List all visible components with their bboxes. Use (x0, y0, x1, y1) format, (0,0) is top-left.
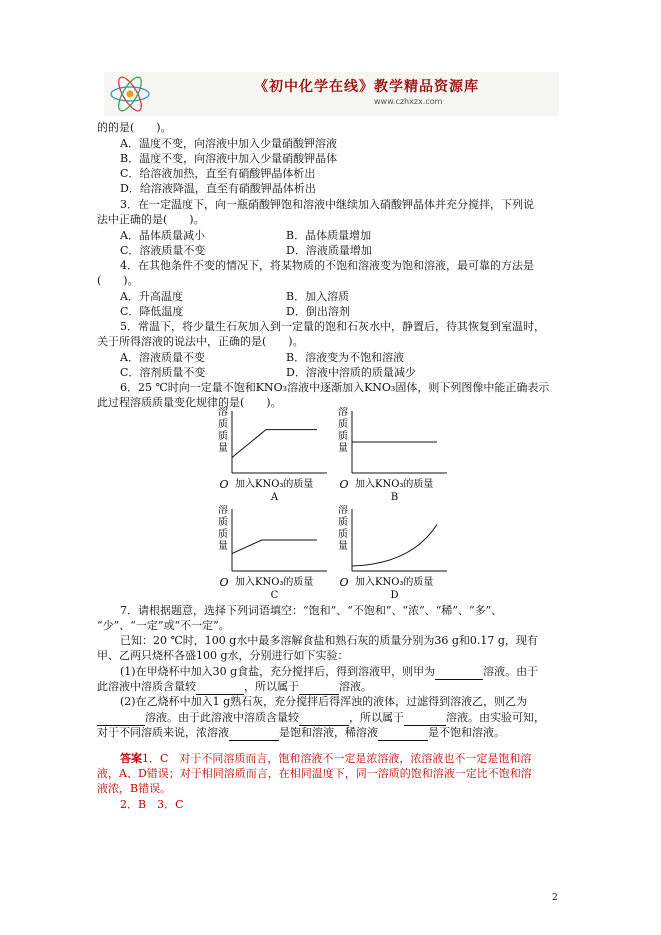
question-7-stem-end: “少”、“一定”或“不一定”。 (97, 619, 230, 632)
chart-label: A (270, 492, 279, 502)
atom-logo-icon (108, 75, 152, 113)
q2-option-c: C．给溶液加热，直至有硝酸钾晶体析出 (120, 167, 316, 180)
question-4-stem: 4．在其他条件不变的情况下，将某物质的不饱和溶液变为饱和溶液，最可靠的方法是 (120, 259, 534, 272)
blank-2[interactable] (196, 679, 244, 695)
q5-option-b: B．溶液变为不饱和溶液 (286, 351, 405, 364)
blank-3[interactable] (299, 679, 339, 695)
question-3-stem: 3．在一定温度下，向一瓶硝酸钾饱和溶液中继续加入硝酸钾晶体并充分搅拌，下列说 (120, 198, 534, 211)
q2-option-d: D．给溶液降温，直至有硝酸钾晶体析出 (120, 182, 316, 195)
q3-option-d: D．溶液质量增加 (286, 244, 372, 257)
origin-label: O (219, 478, 229, 491)
q5-option-d: D．溶液中溶质的质量减少 (286, 366, 416, 379)
q7-part-1 (120, 664, 538, 680)
series-line (232, 540, 317, 554)
q7-part-2-cont (97, 710, 545, 726)
blank-6[interactable] (404, 710, 446, 726)
q7-conclusion-text-2: 是饱和溶液，稀溶液 (279, 726, 378, 739)
answer-line-2: 液，A、D错误；对于相同溶质而言，在相同温度下，同一溶质的饱和溶液一定比不饱和溶 (97, 767, 532, 780)
y-axis-label-char: 质 (338, 419, 348, 430)
y-axis-label-char: 质 (338, 517, 348, 528)
question-7-stem: 7．请根据题意，选择下列词语填空：“饱和”、“不饱和”、“浓”、“稀”、“多”、 (120, 604, 503, 617)
q2-option-b: B．温度不变，向溶液中加入少量硝酸钾晶体 (120, 152, 338, 165)
q7-part-2-cont-text-3: 溶液。由实验可知， (446, 711, 545, 724)
y-axis-label-char: 量 (218, 541, 228, 552)
q7-part-1-text-2: 溶液。由于 (483, 665, 539, 678)
question-5-stem: 5．常温下，将少量生石灰加入到一定量的饱和石灰水中，静置后，待其恢复到室温时， (120, 320, 545, 333)
blank-1[interactable] (435, 664, 483, 680)
q7-conclusion-text: 对于不同溶质来说，浓溶液 (97, 726, 229, 739)
chart-label: C (270, 590, 279, 600)
q7-known-end: 甲、乙两只烧杯各盛100 g水，分别进行如下实验： (97, 649, 349, 662)
origin-label: O (339, 478, 349, 491)
blank-8[interactable] (378, 725, 428, 741)
blank-4[interactable] (97, 710, 145, 726)
y-axis-label-char: 质 (218, 419, 228, 430)
q7-part-1-cont-text-2: ，所以属于 (244, 680, 299, 693)
q7-part-2-cont-text-2: ，所以属于 (349, 711, 404, 724)
chart-c (212, 505, 332, 600)
question-6-stem-end: 此过程溶质质量变化规律的是( )。 (97, 396, 282, 409)
y-axis-label-char: 溶 (338, 505, 348, 516)
chart-a (212, 407, 332, 502)
q4-option-a: A．升高温度 (120, 290, 183, 303)
series-line (352, 525, 437, 567)
y-axis-label-char: 质 (218, 517, 228, 528)
question-4-stem-end: ( )。 (97, 274, 139, 287)
chart-label: B (390, 492, 399, 502)
blank-5[interactable] (299, 710, 349, 726)
question-3-stem-end: 法中正确的是( )。 (97, 213, 205, 226)
chart-label: D (390, 590, 399, 600)
y-axis-label-char: 质 (218, 431, 228, 442)
banner-title: 《初中化学在线》教学精品资源库 (254, 79, 479, 95)
q7-conclusion-text-3: 是不饱和溶液。 (428, 726, 505, 739)
page-number: 2 (552, 893, 558, 903)
answer-label: 答案 (120, 752, 142, 765)
q7-part-2: (2)在乙烧杯中加入1 g熟石灰，充分搅拌后得浑浊的液体，过滤得到溶液乙，则乙为 (120, 695, 528, 708)
q7-part-1-cont (97, 679, 372, 695)
x-axis-label: 加入KNO₃的质量 (355, 577, 434, 588)
answer-line-3: 液浓，B错误。 (97, 782, 172, 795)
q3-option-c: C．溶液质量不变 (120, 244, 206, 257)
origin-label: O (219, 576, 229, 589)
q7-conclusion (97, 725, 505, 741)
question-2-stem-end: 的的是( )。 (97, 121, 172, 134)
y-axis-label-char: 量 (338, 541, 348, 552)
series-line (232, 430, 317, 458)
question-5-stem-end: 关于所得溶液的说法中，正确的是( )。 (97, 335, 304, 348)
y-axis-label-char: 量 (338, 443, 348, 454)
y-axis-label-char: 溶 (218, 407, 228, 418)
q7-part-2-cont-text: 溶液。由于此溶液中溶质含量较 (145, 711, 299, 724)
q5-option-c: C．溶剂质量不变 (120, 366, 206, 379)
q7-part-1-text: (1)在甲烧杯中加入30 g食盐，充分搅拌后，得到溶液甲，则甲为 (120, 665, 436, 678)
x-axis-label: 加入KNO₃的质量 (355, 479, 434, 490)
q3-option-b: B．晶体质量增加 (286, 229, 372, 242)
chart-b (332, 407, 452, 502)
q2-option-a: A．温度不变，向溶液中加入少量硝酸钾溶液 (120, 137, 337, 150)
q4-option-d: D．倒出溶剂 (286, 305, 350, 318)
y-axis-label-char: 质 (338, 529, 348, 540)
q4-option-b: B．加入溶质 (286, 290, 350, 303)
answer-line-1 (120, 751, 531, 766)
q5-option-a: A．溶液质量不变 (120, 351, 205, 364)
y-axis-label-char: 质 (338, 431, 348, 442)
y-axis-label-char: 溶 (338, 407, 348, 418)
q7-part-1-cont-text-3: 溶液。 (339, 680, 372, 693)
y-axis-label-char: 质 (218, 529, 228, 540)
question-6-stem: 6．25 ℃时向一定量不饱和KNO₃溶液中逐渐加入KNO₃固体，则下列图像中能正确表示 (120, 381, 550, 394)
x-axis-label: 加入KNO₃的质量 (235, 479, 314, 490)
banner-url: www.czhxzx.com (374, 97, 443, 106)
q7-known: 已知：20 ℃时，100 g水中最多溶解食盐和熟石灰的质量分别为36 g和0.17 g，现有 (120, 634, 538, 647)
header-banner (104, 72, 559, 116)
origin-label: O (339, 576, 349, 589)
y-axis-label-char: 溶 (218, 505, 228, 516)
chart-d (332, 505, 452, 600)
answer-line-4: 2．B 3．C (120, 798, 184, 811)
q7-part-1-cont-text: 此溶液中溶质含量较 (97, 680, 196, 693)
y-axis-label-char: 量 (218, 443, 228, 454)
q4-option-c: C．降低温度 (120, 305, 184, 318)
answer-text-1: 1．C 对于不同溶质而言，饱和溶液不一定是浓溶液，浓溶液也不一定是饱和溶 (142, 752, 532, 765)
x-axis-label: 加入KNO₃的质量 (235, 577, 314, 588)
q3-option-a: A．晶体质量减小 (120, 229, 205, 242)
blank-7[interactable] (229, 725, 279, 741)
